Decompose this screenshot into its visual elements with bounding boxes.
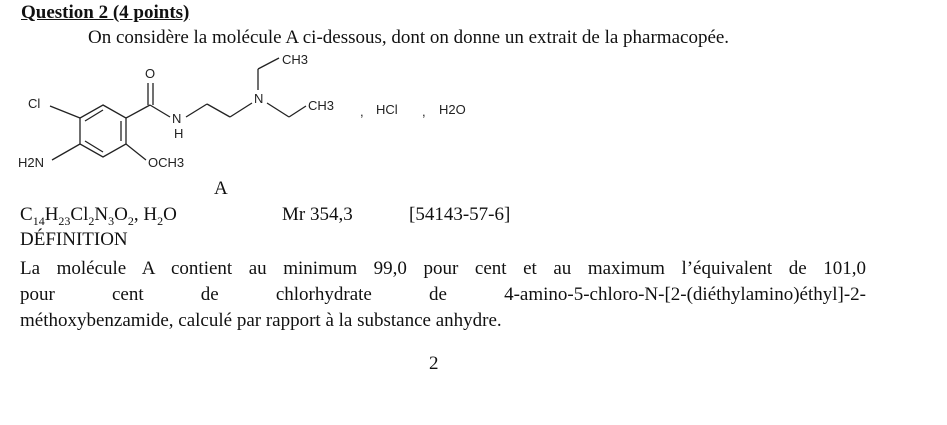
chain-bond [207, 104, 230, 117]
ring-carbonyl-bond [126, 105, 150, 118]
salt-h2o: H2O [439, 102, 466, 117]
formula-cl-count: 2 [88, 213, 95, 228]
atom-h-amide: H [174, 126, 184, 141]
formula-n-count: 3 [108, 213, 115, 228]
atom-ch3-top: CH3 [282, 55, 309, 67]
chain-bond [186, 104, 207, 117]
definition-line: méthoxybenzamide, calculé par rapport à la substance anhydre. [20, 310, 502, 331]
och3-bond [126, 144, 146, 160]
cas-number: [54143-57-6] [409, 204, 511, 225]
page-number: 2 [429, 353, 439, 374]
atom-och3: OCH3 [148, 155, 185, 170]
molecule-structure [0, 55, 520, 205]
atom-ch3-right: CH3 [308, 98, 335, 113]
atom-cl: Cl [28, 96, 41, 111]
formula-hydrate: , H [133, 204, 158, 225]
amide-bond [150, 105, 170, 117]
definition-text [20, 256, 866, 334]
molecule-label: A [214, 178, 228, 199]
formula-cl: Cl [70, 204, 89, 225]
intro-text: On considère la molécule A ci-dessous, dont on donne un extrait de la pharmacopée. [88, 27, 730, 48]
definition-line: La molécule A contient au minimum 99,0 pour cent et au maximum l’équivalent de 101,0 [20, 258, 866, 279]
ring-double-bond [85, 110, 103, 121]
molar-mass: Mr 354,3 [282, 204, 353, 225]
question-title: Question 2 (4 points) [21, 2, 190, 23]
formula-c-count: 14 [32, 213, 45, 228]
molecular-formula [20, 204, 177, 229]
salt-separator: , [360, 104, 364, 119]
definition-heading: DÉFINITION [20, 229, 128, 250]
ethyl-bond [289, 106, 306, 117]
definition-line: pour cent de chlorhydrate de 4-amino-5-chloro-N-[2-(diéthylamino)éthyl]-2- [20, 284, 866, 305]
formula-h-count: 23 [58, 213, 71, 228]
formula-o-count: 2 [127, 213, 134, 228]
ring-double-bond [85, 141, 103, 152]
ethyl-bond [267, 103, 289, 117]
formula-n: N [94, 204, 109, 225]
salt-separator: , [422, 104, 426, 119]
nh2-bond [52, 144, 80, 160]
atom-n-amine: N [254, 91, 264, 106]
atom-h2n: H2N [18, 155, 45, 170]
formula-hydrate-count: 2 [157, 213, 164, 228]
salt-hcl: HCl [376, 102, 398, 117]
formula-h: H [44, 204, 59, 225]
chain-bond [230, 103, 252, 117]
atom-n-amide: N [172, 111, 182, 126]
atom-o: O [145, 66, 156, 81]
cl-bond [50, 106, 80, 118]
formula-o: O [114, 204, 128, 225]
ethyl-bond [258, 58, 279, 69]
benzene-ring [80, 105, 126, 157]
formula-c: C [20, 204, 33, 225]
formula-hydrate-o: O [163, 204, 177, 225]
